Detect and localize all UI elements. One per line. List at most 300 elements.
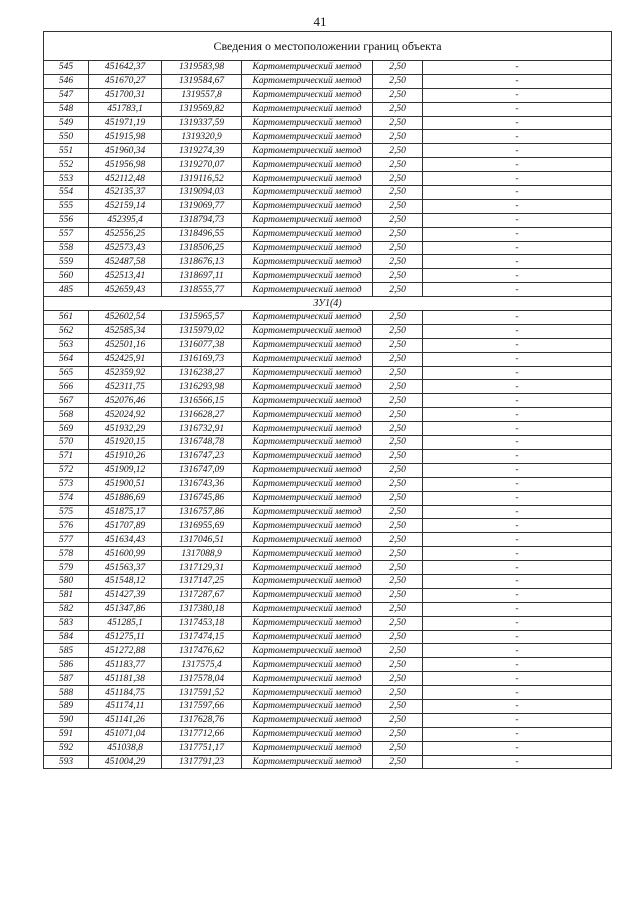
table-row xyxy=(44,172,612,186)
point-number: 580 xyxy=(44,574,89,588)
coord-y: 1319270,07 xyxy=(162,158,242,172)
description: - xyxy=(423,616,612,630)
accuracy: 2,50 xyxy=(373,255,423,269)
coord-x: 452487,58 xyxy=(89,255,162,269)
coord-x: 451642,37 xyxy=(89,61,162,75)
coord-x: 452585,34 xyxy=(89,324,162,338)
accuracy: 2,50 xyxy=(373,283,423,297)
point-number: 561 xyxy=(44,311,89,325)
method: Картометрический метод xyxy=(242,741,373,755)
point-number: 562 xyxy=(44,324,89,338)
coord-x: 451183,77 xyxy=(89,658,162,672)
point-number: 571 xyxy=(44,449,89,463)
method: Картометрический метод xyxy=(242,255,373,269)
table-title-row xyxy=(44,32,612,61)
accuracy: 2,50 xyxy=(373,630,423,644)
description: - xyxy=(423,324,612,338)
description: - xyxy=(423,74,612,88)
description: - xyxy=(423,436,612,450)
coord-x: 451141,26 xyxy=(89,713,162,727)
accuracy: 2,50 xyxy=(373,727,423,741)
method: Картометрический метод xyxy=(242,574,373,588)
accuracy: 2,50 xyxy=(373,658,423,672)
accuracy: 2,50 xyxy=(373,616,423,630)
section-row xyxy=(44,297,612,311)
method: Картометрический метод xyxy=(242,338,373,352)
method: Картометрический метод xyxy=(242,283,373,297)
coord-x: 452359,92 xyxy=(89,366,162,380)
description: - xyxy=(423,408,612,422)
point-number: 549 xyxy=(44,116,89,130)
point-number: 564 xyxy=(44,352,89,366)
coord-x: 451875,17 xyxy=(89,505,162,519)
accuracy: 2,50 xyxy=(373,227,423,241)
coord-x: 451960,34 xyxy=(89,144,162,158)
accuracy: 2,50 xyxy=(373,713,423,727)
accuracy: 2,50 xyxy=(373,61,423,75)
table-row xyxy=(44,199,612,213)
method: Картометрический метод xyxy=(242,158,373,172)
accuracy: 2,50 xyxy=(373,394,423,408)
coord-x: 451285,1 xyxy=(89,616,162,630)
table-row xyxy=(44,449,612,463)
coord-x: 451783,1 xyxy=(89,102,162,116)
description: - xyxy=(423,213,612,227)
description: - xyxy=(423,699,612,713)
point-number: 556 xyxy=(44,213,89,227)
table-row xyxy=(44,727,612,741)
point-number: 579 xyxy=(44,561,89,575)
coord-x: 452076,46 xyxy=(89,394,162,408)
table-row xyxy=(44,533,612,547)
point-number: 566 xyxy=(44,380,89,394)
method: Картометрический метод xyxy=(242,533,373,547)
coord-x: 451275,11 xyxy=(89,630,162,644)
coord-y: 1319337,59 xyxy=(162,116,242,130)
method: Картометрический метод xyxy=(242,269,373,283)
coord-x: 452602,54 xyxy=(89,311,162,325)
table-row xyxy=(44,74,612,88)
point-number: 583 xyxy=(44,616,89,630)
point-number: 570 xyxy=(44,436,89,450)
coord-x: 451347,86 xyxy=(89,602,162,616)
method: Картометрический метод xyxy=(242,61,373,75)
description: - xyxy=(423,741,612,755)
table-row xyxy=(44,158,612,172)
description: - xyxy=(423,644,612,658)
point-number: 554 xyxy=(44,186,89,200)
accuracy: 2,50 xyxy=(373,324,423,338)
method: Картометрический метод xyxy=(242,602,373,616)
coord-y: 1317712,66 xyxy=(162,727,242,741)
method: Картометрический метод xyxy=(242,408,373,422)
accuracy: 2,50 xyxy=(373,574,423,588)
point-number: 545 xyxy=(44,61,89,75)
table-row xyxy=(44,436,612,450)
description: - xyxy=(423,658,612,672)
point-number: 577 xyxy=(44,533,89,547)
method: Картометрический метод xyxy=(242,519,373,533)
point-number: 567 xyxy=(44,394,89,408)
coord-y: 1316757,86 xyxy=(162,505,242,519)
coord-x: 452135,37 xyxy=(89,186,162,200)
coord-x: 451700,31 xyxy=(89,88,162,102)
description: - xyxy=(423,491,612,505)
accuracy: 2,50 xyxy=(373,213,423,227)
table-row xyxy=(44,755,612,769)
coord-y: 1316747,09 xyxy=(162,463,242,477)
coord-x: 451932,29 xyxy=(89,422,162,436)
coord-y: 1317628,76 xyxy=(162,713,242,727)
coord-y: 1317591,52 xyxy=(162,686,242,700)
coord-y: 1317088,9 xyxy=(162,547,242,561)
description: - xyxy=(423,144,612,158)
accuracy: 2,50 xyxy=(373,311,423,325)
table-row xyxy=(44,561,612,575)
table-row xyxy=(44,394,612,408)
table-row xyxy=(44,366,612,380)
point-number: 547 xyxy=(44,88,89,102)
table-row xyxy=(44,102,612,116)
accuracy: 2,50 xyxy=(373,88,423,102)
coord-x: 451910,26 xyxy=(89,449,162,463)
method: Картометрический метод xyxy=(242,130,373,144)
point-number: 546 xyxy=(44,74,89,88)
table-row xyxy=(44,213,612,227)
boundary-coordinates-table xyxy=(43,31,612,769)
coord-y: 1318794,73 xyxy=(162,213,242,227)
table-row xyxy=(44,574,612,588)
method: Картометрический метод xyxy=(242,672,373,686)
coord-y: 1319116,52 xyxy=(162,172,242,186)
accuracy: 2,50 xyxy=(373,533,423,547)
method: Картометрический метод xyxy=(242,616,373,630)
table-row xyxy=(44,186,612,200)
table-row xyxy=(44,713,612,727)
accuracy: 2,50 xyxy=(373,186,423,200)
method: Картометрический метод xyxy=(242,88,373,102)
coord-x: 452425,91 xyxy=(89,352,162,366)
description: - xyxy=(423,199,612,213)
table-row xyxy=(44,519,612,533)
point-number: 575 xyxy=(44,505,89,519)
description: - xyxy=(423,227,612,241)
accuracy: 2,50 xyxy=(373,199,423,213)
coord-y: 1317453,18 xyxy=(162,616,242,630)
coord-x: 451004,29 xyxy=(89,755,162,769)
method: Картометрический метод xyxy=(242,449,373,463)
table-row xyxy=(44,241,612,255)
description: - xyxy=(423,561,612,575)
coord-y: 1319320,9 xyxy=(162,130,242,144)
point-number: 591 xyxy=(44,727,89,741)
point-number: 578 xyxy=(44,547,89,561)
accuracy: 2,50 xyxy=(373,547,423,561)
coord-y: 1316743,36 xyxy=(162,477,242,491)
point-number: 552 xyxy=(44,158,89,172)
method: Картометрический метод xyxy=(242,324,373,338)
description: - xyxy=(423,422,612,436)
method: Картометрический метод xyxy=(242,713,373,727)
coord-y: 1316077,38 xyxy=(162,338,242,352)
point-number: 587 xyxy=(44,672,89,686)
method: Картометрический метод xyxy=(242,102,373,116)
method: Картометрический метод xyxy=(242,213,373,227)
coord-x: 451563,37 xyxy=(89,561,162,575)
description: - xyxy=(423,463,612,477)
point-number: 586 xyxy=(44,658,89,672)
method: Картометрический метод xyxy=(242,630,373,644)
coord-y: 1316238,27 xyxy=(162,366,242,380)
table-row xyxy=(44,311,612,325)
coord-y: 1316628,27 xyxy=(162,408,242,422)
description: - xyxy=(423,394,612,408)
description: - xyxy=(423,172,612,186)
coord-x: 451634,43 xyxy=(89,533,162,547)
point-number: 589 xyxy=(44,699,89,713)
accuracy: 2,50 xyxy=(373,241,423,255)
table-row xyxy=(44,88,612,102)
accuracy: 2,50 xyxy=(373,561,423,575)
description: - xyxy=(423,449,612,463)
description: - xyxy=(423,755,612,769)
accuracy: 2,50 xyxy=(373,602,423,616)
method: Картометрический метод xyxy=(242,172,373,186)
description: - xyxy=(423,533,612,547)
table-row xyxy=(44,324,612,338)
method: Картометрический метод xyxy=(242,491,373,505)
coord-y: 1318555,77 xyxy=(162,283,242,297)
point-number: 559 xyxy=(44,255,89,269)
coord-y: 1318496,55 xyxy=(162,227,242,241)
coord-y: 1318506,25 xyxy=(162,241,242,255)
method: Картометрический метод xyxy=(242,561,373,575)
point-number: 558 xyxy=(44,241,89,255)
table-row xyxy=(44,491,612,505)
coord-x: 451548,12 xyxy=(89,574,162,588)
accuracy: 2,50 xyxy=(373,644,423,658)
point-number: 555 xyxy=(44,199,89,213)
coord-x: 452311,75 xyxy=(89,380,162,394)
coord-y: 1315979,02 xyxy=(162,324,242,338)
coord-y: 1316748,78 xyxy=(162,436,242,450)
accuracy: 2,50 xyxy=(373,352,423,366)
point-number: 581 xyxy=(44,588,89,602)
coord-x: 452513,41 xyxy=(89,269,162,283)
point-number: 550 xyxy=(44,130,89,144)
coord-y: 1316955,69 xyxy=(162,519,242,533)
coord-y: 1318697,11 xyxy=(162,269,242,283)
coord-y: 1317474,15 xyxy=(162,630,242,644)
coord-y: 1317147,25 xyxy=(162,574,242,588)
description: - xyxy=(423,477,612,491)
method: Картометрический метод xyxy=(242,588,373,602)
point-number: 548 xyxy=(44,102,89,116)
table-title: Сведения о местоположении границ объекта xyxy=(44,32,612,61)
method: Картометрический метод xyxy=(242,352,373,366)
description: - xyxy=(423,713,612,727)
accuracy: 2,50 xyxy=(373,491,423,505)
description: - xyxy=(423,380,612,394)
method: Картометрический метод xyxy=(242,699,373,713)
description: - xyxy=(423,269,612,283)
point-number: 560 xyxy=(44,269,89,283)
coord-x: 452659,43 xyxy=(89,283,162,297)
coord-x: 451600,99 xyxy=(89,547,162,561)
table-row xyxy=(44,422,612,436)
coord-y: 1319069,77 xyxy=(162,199,242,213)
accuracy: 2,50 xyxy=(373,449,423,463)
method: Картометрический метод xyxy=(242,186,373,200)
method: Картометрический метод xyxy=(242,199,373,213)
description: - xyxy=(423,102,612,116)
accuracy: 2,50 xyxy=(373,519,423,533)
description: - xyxy=(423,505,612,519)
table-row xyxy=(44,741,612,755)
point-number: 565 xyxy=(44,366,89,380)
coord-x: 452573,43 xyxy=(89,241,162,255)
coord-x: 452395,4 xyxy=(89,213,162,227)
coord-x: 451071,04 xyxy=(89,727,162,741)
accuracy: 2,50 xyxy=(373,436,423,450)
table-row xyxy=(44,658,612,672)
coord-y: 1316745,86 xyxy=(162,491,242,505)
table-row xyxy=(44,61,612,75)
coord-y: 1317791,23 xyxy=(162,755,242,769)
coord-x: 452501,16 xyxy=(89,338,162,352)
coord-x: 452112,48 xyxy=(89,172,162,186)
coord-y: 1315965,57 xyxy=(162,311,242,325)
accuracy: 2,50 xyxy=(373,158,423,172)
description: - xyxy=(423,311,612,325)
accuracy: 2,50 xyxy=(373,463,423,477)
coord-x: 451038,8 xyxy=(89,741,162,755)
point-number: 553 xyxy=(44,172,89,186)
accuracy: 2,50 xyxy=(373,172,423,186)
table-row xyxy=(44,477,612,491)
coord-y: 1317129,31 xyxy=(162,561,242,575)
description: - xyxy=(423,61,612,75)
method: Картометрический метод xyxy=(242,547,373,561)
table-row xyxy=(44,699,612,713)
coord-y: 1316169,73 xyxy=(162,352,242,366)
coord-y: 1317476,62 xyxy=(162,644,242,658)
accuracy: 2,50 xyxy=(373,741,423,755)
point-number: 568 xyxy=(44,408,89,422)
coord-x: 451181,38 xyxy=(89,672,162,686)
table-row xyxy=(44,227,612,241)
method: Картометрический метод xyxy=(242,463,373,477)
table-row xyxy=(44,283,612,297)
point-number: 590 xyxy=(44,713,89,727)
table-row xyxy=(44,672,612,686)
coord-y: 1317380,18 xyxy=(162,602,242,616)
accuracy: 2,50 xyxy=(373,477,423,491)
coord-y: 1319569,82 xyxy=(162,102,242,116)
coord-y: 1319583,98 xyxy=(162,61,242,75)
point-number: 573 xyxy=(44,477,89,491)
table-row xyxy=(44,547,612,561)
coord-x: 451272,88 xyxy=(89,644,162,658)
coord-y: 1319557,8 xyxy=(162,88,242,102)
table-row xyxy=(44,352,612,366)
coord-x: 452159,14 xyxy=(89,199,162,213)
table-row xyxy=(44,463,612,477)
accuracy: 2,50 xyxy=(373,74,423,88)
description: - xyxy=(423,366,612,380)
method: Картометрический метод xyxy=(242,394,373,408)
point-number: 485 xyxy=(44,283,89,297)
coord-x: 451915,98 xyxy=(89,130,162,144)
method: Картометрический метод xyxy=(242,436,373,450)
point-number: 551 xyxy=(44,144,89,158)
coord-y: 1317287,67 xyxy=(162,588,242,602)
point-number: 574 xyxy=(44,491,89,505)
coord-x: 451886,69 xyxy=(89,491,162,505)
coord-y: 1319094,03 xyxy=(162,186,242,200)
coord-x: 451184,75 xyxy=(89,686,162,700)
method: Картометрический метод xyxy=(242,144,373,158)
method: Картометрический метод xyxy=(242,686,373,700)
description: - xyxy=(423,116,612,130)
accuracy: 2,50 xyxy=(373,686,423,700)
coord-x: 451174,11 xyxy=(89,699,162,713)
accuracy: 2,50 xyxy=(373,269,423,283)
description: - xyxy=(423,672,612,686)
method: Картометрический метод xyxy=(242,311,373,325)
point-number: 582 xyxy=(44,602,89,616)
point-number: 576 xyxy=(44,519,89,533)
table-row xyxy=(44,630,612,644)
table-row xyxy=(44,616,612,630)
table-row xyxy=(44,602,612,616)
method: Картометрический метод xyxy=(242,422,373,436)
table-row xyxy=(44,338,612,352)
accuracy: 2,50 xyxy=(373,505,423,519)
table-row xyxy=(44,408,612,422)
section-label: ЗУ1(4) xyxy=(44,297,612,311)
coord-x: 451670,27 xyxy=(89,74,162,88)
method: Картометрический метод xyxy=(242,74,373,88)
method: Картометрический метод xyxy=(242,227,373,241)
accuracy: 2,50 xyxy=(373,408,423,422)
coord-y: 1316566,15 xyxy=(162,394,242,408)
method: Картометрический метод xyxy=(242,727,373,741)
coord-y: 1316747,23 xyxy=(162,449,242,463)
description: - xyxy=(423,588,612,602)
accuracy: 2,50 xyxy=(373,116,423,130)
point-number: 569 xyxy=(44,422,89,436)
method: Картометрический метод xyxy=(242,658,373,672)
table-row xyxy=(44,269,612,283)
coord-x: 451971,19 xyxy=(89,116,162,130)
description: - xyxy=(423,158,612,172)
point-number: 557 xyxy=(44,227,89,241)
description: - xyxy=(423,547,612,561)
page-number: 41 xyxy=(313,14,327,29)
coord-x: 451707,89 xyxy=(89,519,162,533)
coord-y: 1317578,04 xyxy=(162,672,242,686)
method: Картометрический метод xyxy=(242,477,373,491)
coord-x: 451920,15 xyxy=(89,436,162,450)
coord-y: 1317751,17 xyxy=(162,741,242,755)
method: Картометрический метод xyxy=(242,116,373,130)
accuracy: 2,50 xyxy=(373,338,423,352)
table-row xyxy=(44,380,612,394)
method: Картометрический метод xyxy=(242,380,373,394)
table-row xyxy=(44,505,612,519)
accuracy: 2,50 xyxy=(373,144,423,158)
